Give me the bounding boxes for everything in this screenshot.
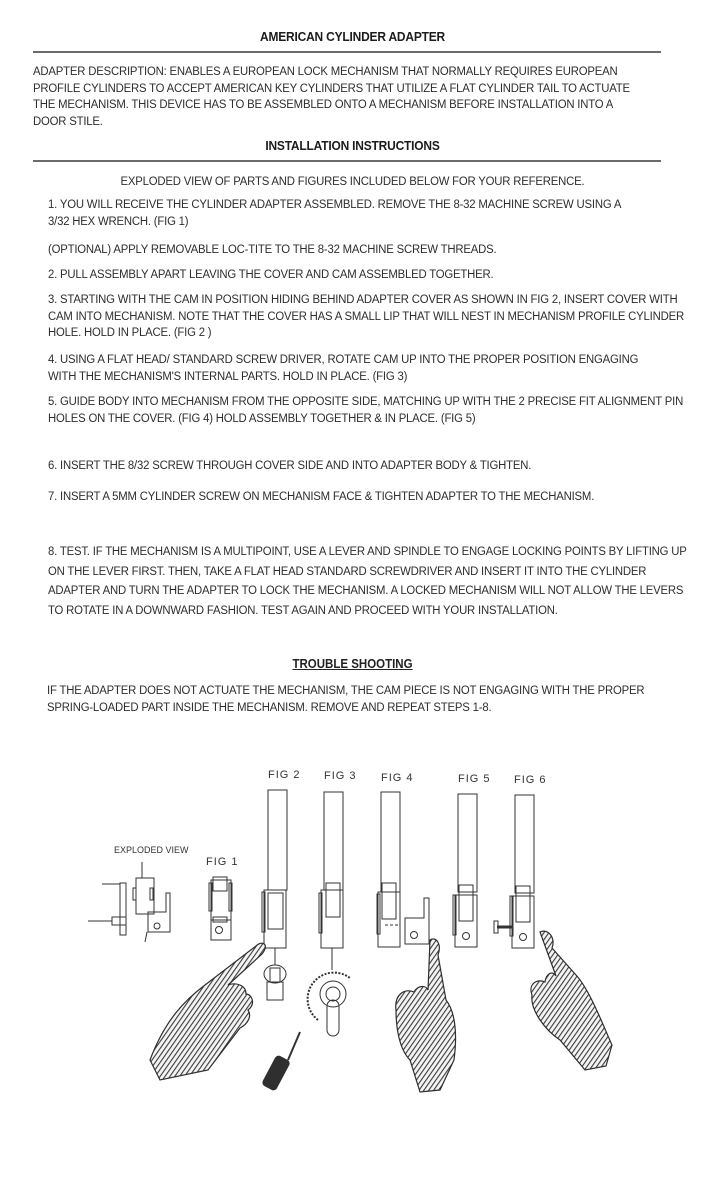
step-6: 6. INSERT THE 8/32 SCREW THROUGH COVER SIDE AND INTO ADAPTER BODY & TIGHTEN. (48, 458, 532, 472)
exploded-view-label: EXPLODED VIEW (114, 845, 189, 855)
document-title: AMERICAN CYLINDER ADAPTER (259, 29, 445, 44)
step-4: 4. USING A FLAT HEAD/ STANDARD SCREW DRIVER, ROTATE CAM UP INTO THE PROPER POSITION ENGAGING WITH THE MECHANISM'S INTERNAL PARTS. HOLD IN PLACE. (FIG 3) (48, 352, 639, 383)
fig-6-diagram (494, 795, 534, 948)
screwdriver-icon (261, 1032, 300, 1092)
fig-2-label: FIG 2 (268, 769, 301, 781)
fig-2-diagram (262, 790, 287, 1000)
step-7: 7. INSERT A 5MM CYLINDER SCREW ON MECHANISM FACE & TIGHTEN ADAPTER TO THE MECHANISM. (48, 489, 595, 503)
fig-3-diagram (308, 792, 350, 1036)
fig-1-diagram (209, 877, 232, 940)
fig-4-label: FIG 4 (381, 772, 414, 784)
fig-5-diagram (453, 794, 477, 947)
troubleshooting-heading: TROUBLE SHOOTING (292, 657, 413, 671)
step-2: 2. PULL ASSEMBLY APART LEAVING THE COVER AND CAM ASSEMBLED TOGETHER. (48, 267, 494, 281)
fig-4-diagram (377, 792, 429, 947)
troubleshooting-text: IF THE ADAPTER DOES NOT ACTUATE THE MECHANISM, THE CAM PIECE IS NOT ENGAGING WITH THE PROPER SPRING-LOADED PART INSIDE THE MECHANISM. REMOVE AND REPEAT STEPS 1-8. (47, 683, 645, 714)
step-5: 5. GUIDE BODY INTO MECHANISM FROM THE OPPOSITE SIDE, MATCHING UP WITH THE 2 PRECISE FIT ALIGNMENT PIN HOLES ON THE COVER. (FIG 4) HOLD ASSEMBLY TOGETHER & IN PLACE. (FIG 5) (48, 394, 684, 425)
hand-pointing-left (150, 943, 265, 1080)
exploded-view-diagram (88, 862, 170, 942)
instructions-heading: INSTALLATION INSTRUCTIONS (265, 138, 440, 153)
fig-1-label: FIG 1 (206, 856, 239, 868)
fig-3-label: FIG 3 (324, 770, 357, 782)
fig-5-label: FIG 5 (458, 773, 491, 785)
adapter-description: ADAPTER DESCRIPTION: ENABLES A EUROPEAN LOCK MECHANISM THAT NORMALLY REQUIRES EUROPEAN PROFILE CYLINDERS TO ACCEPT AMERICAN KEY CYLINDERS THAT UTILIZE A FLAT CYLINDER TAIL TO ACTUATE THE MECHANISM. THIS DEVICE HAS TO BE ASSEMBLED ONTO A MECHANISM BEFORE INSTALLATION INTO A DOOR STILE. (33, 64, 630, 128)
hand-pointing-right (531, 931, 612, 1070)
step-3: 3. STARTING WITH THE CAM IN POSITION HIDING BEHIND ADAPTER COVER AS SHOWN IN FIG 2, INSERT COVER WITH CAM INTO MECHANISM. NOTE THAT THE COVER HAS A SMALL LIP THAT WILL NEST IN MECHANISM PROFILE CYLINDER HOLE. HOLD IN PLACE. (FIG 2 ) (48, 292, 684, 339)
intro-text: EXPLODED VIEW OF PARTS AND FIGURES INCLUDED BELOW FOR YOUR REFERENCE. (120, 174, 585, 188)
fig-6-label: FIG 6 (514, 774, 547, 786)
step-1: 1. YOU WILL RECEIVE THE CYLINDER ADAPTER ASSEMBLED. REMOVE THE 8-32 MACHINE SCREW USING A 3/32 HEX WRENCH. (FIG 1) (48, 197, 621, 228)
hand-pointing-center (396, 939, 456, 1092)
step-8: 8. TEST. IF THE MECHANISM IS A MULTIPOINT, USE A LEVER AND SPINDLE TO ENGAGE LOCKING POINTS BY LIFTING UP ON THE LEVER FIRST. THEN, TAKE A FLAT HEAD STANDARD SCREWDRIVER AND INSERT IT INTO THE CYLINDER ADAPTER AND TURN THE ADAPTER TO LOCK THE MECHANISM. A LOCKED MECHANISM WILL NOT ALLOW THE LEVERS TO ROTATE IN A DOWNWARD FASHION. TEST AGAIN AND PROCEED WITH YOUR INSTALLATION. (48, 544, 687, 617)
step-optional: (OPTIONAL) APPLY REMOVABLE LOC-TITE TO THE 8-32 MACHINE SCREW THREADS. (48, 242, 497, 256)
